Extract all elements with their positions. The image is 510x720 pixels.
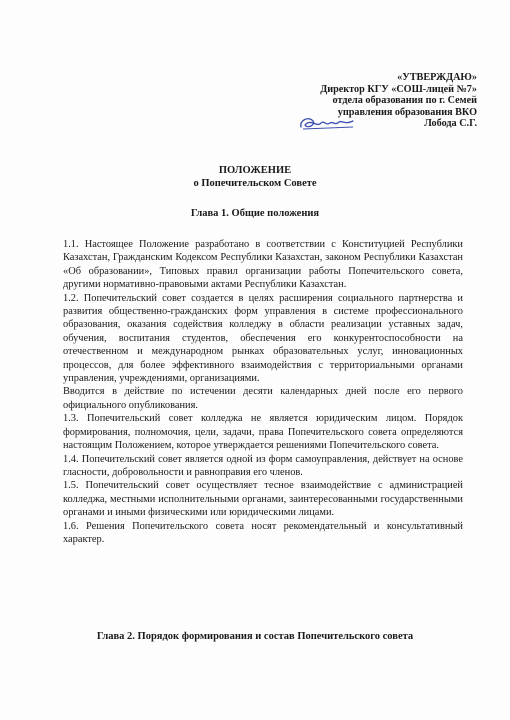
approval-administration: управления образования ВКО: [337, 106, 477, 118]
paragraph: 1.3. Попечительский совет колледжа не является юридическим лицом. Порядок формирования, полномочия, цели, задачи, права Попечительского совета определяются настоящим Положением, которое утверждается решениями Попечительского совета.: [63, 413, 463, 452]
paragraph: 1.2. Попечительский совет создается в целях расширения социального партнерства и развития общественно-гражданских форм управления в системе профессионального образования, оказания содействия колледжу в области реализации уставных задач, обучения, воспитания студентов, обеспечения его конкурентоспособности на отечественном и международном рынках образовательных услуг, инновационных процессов, для более эффективного взаимодействия с территориальными органами управления, учреждениями, организациями.: [63, 292, 463, 385]
paragraph: Вводится в действие по истечении десяти календарных дней после его первого официального опубликования.: [63, 386, 463, 411]
approval-name: Лобода С.Г.: [424, 118, 477, 130]
approval-block: [277, 72, 477, 130]
chapter-1-body: [63, 238, 463, 546]
approval-position: Директор КГУ «СОШ-лицей №7»: [320, 83, 477, 95]
approval-signature-line: [277, 118, 477, 130]
paragraph: 1.4. Попечительский совет является одной из форм самоуправления, действует на основе гласности, добровольности и равноправия его членов.: [63, 453, 463, 478]
title-main: ПОЛОЖЕНИЕ: [218, 165, 292, 176]
paragraph: 1.5. Попечительский совет осуществляет тесное взаимодействие с администрацией колледжа, местными исполнительными органами, заинтересованными государственными органами и иными физическими или юридическими лицами.: [63, 480, 463, 519]
paragraph: 1.6. Решения Попечительского совета носят рекомендательный и консультативный характер.: [63, 520, 463, 545]
chapter-1-heading: Глава 1. Общие положения: [190, 208, 320, 219]
approval-department: отдела образования по г. Семей: [332, 95, 477, 107]
approval-heading: «УТВЕРЖДАЮ»: [397, 72, 477, 83]
paragraph: 1.1. Настоящее Положение разработано в соответствии с Конституцией Республики Казахстан, Гражданским Кодексом Республики Казахстан, законом Республики Казахстан «Об образовании», Типовых правил организации работы Попечительского совета, другими нормативно-правовыми актами Республики Казахстан.: [63, 239, 463, 291]
title-sub: о Попечительском Совете: [193, 177, 317, 189]
signature-icon: [297, 112, 357, 134]
chapter-2-heading: Глава 2. Порядок формирования и состав Попечительского совета: [96, 631, 414, 642]
document-title: [0, 165, 510, 190]
